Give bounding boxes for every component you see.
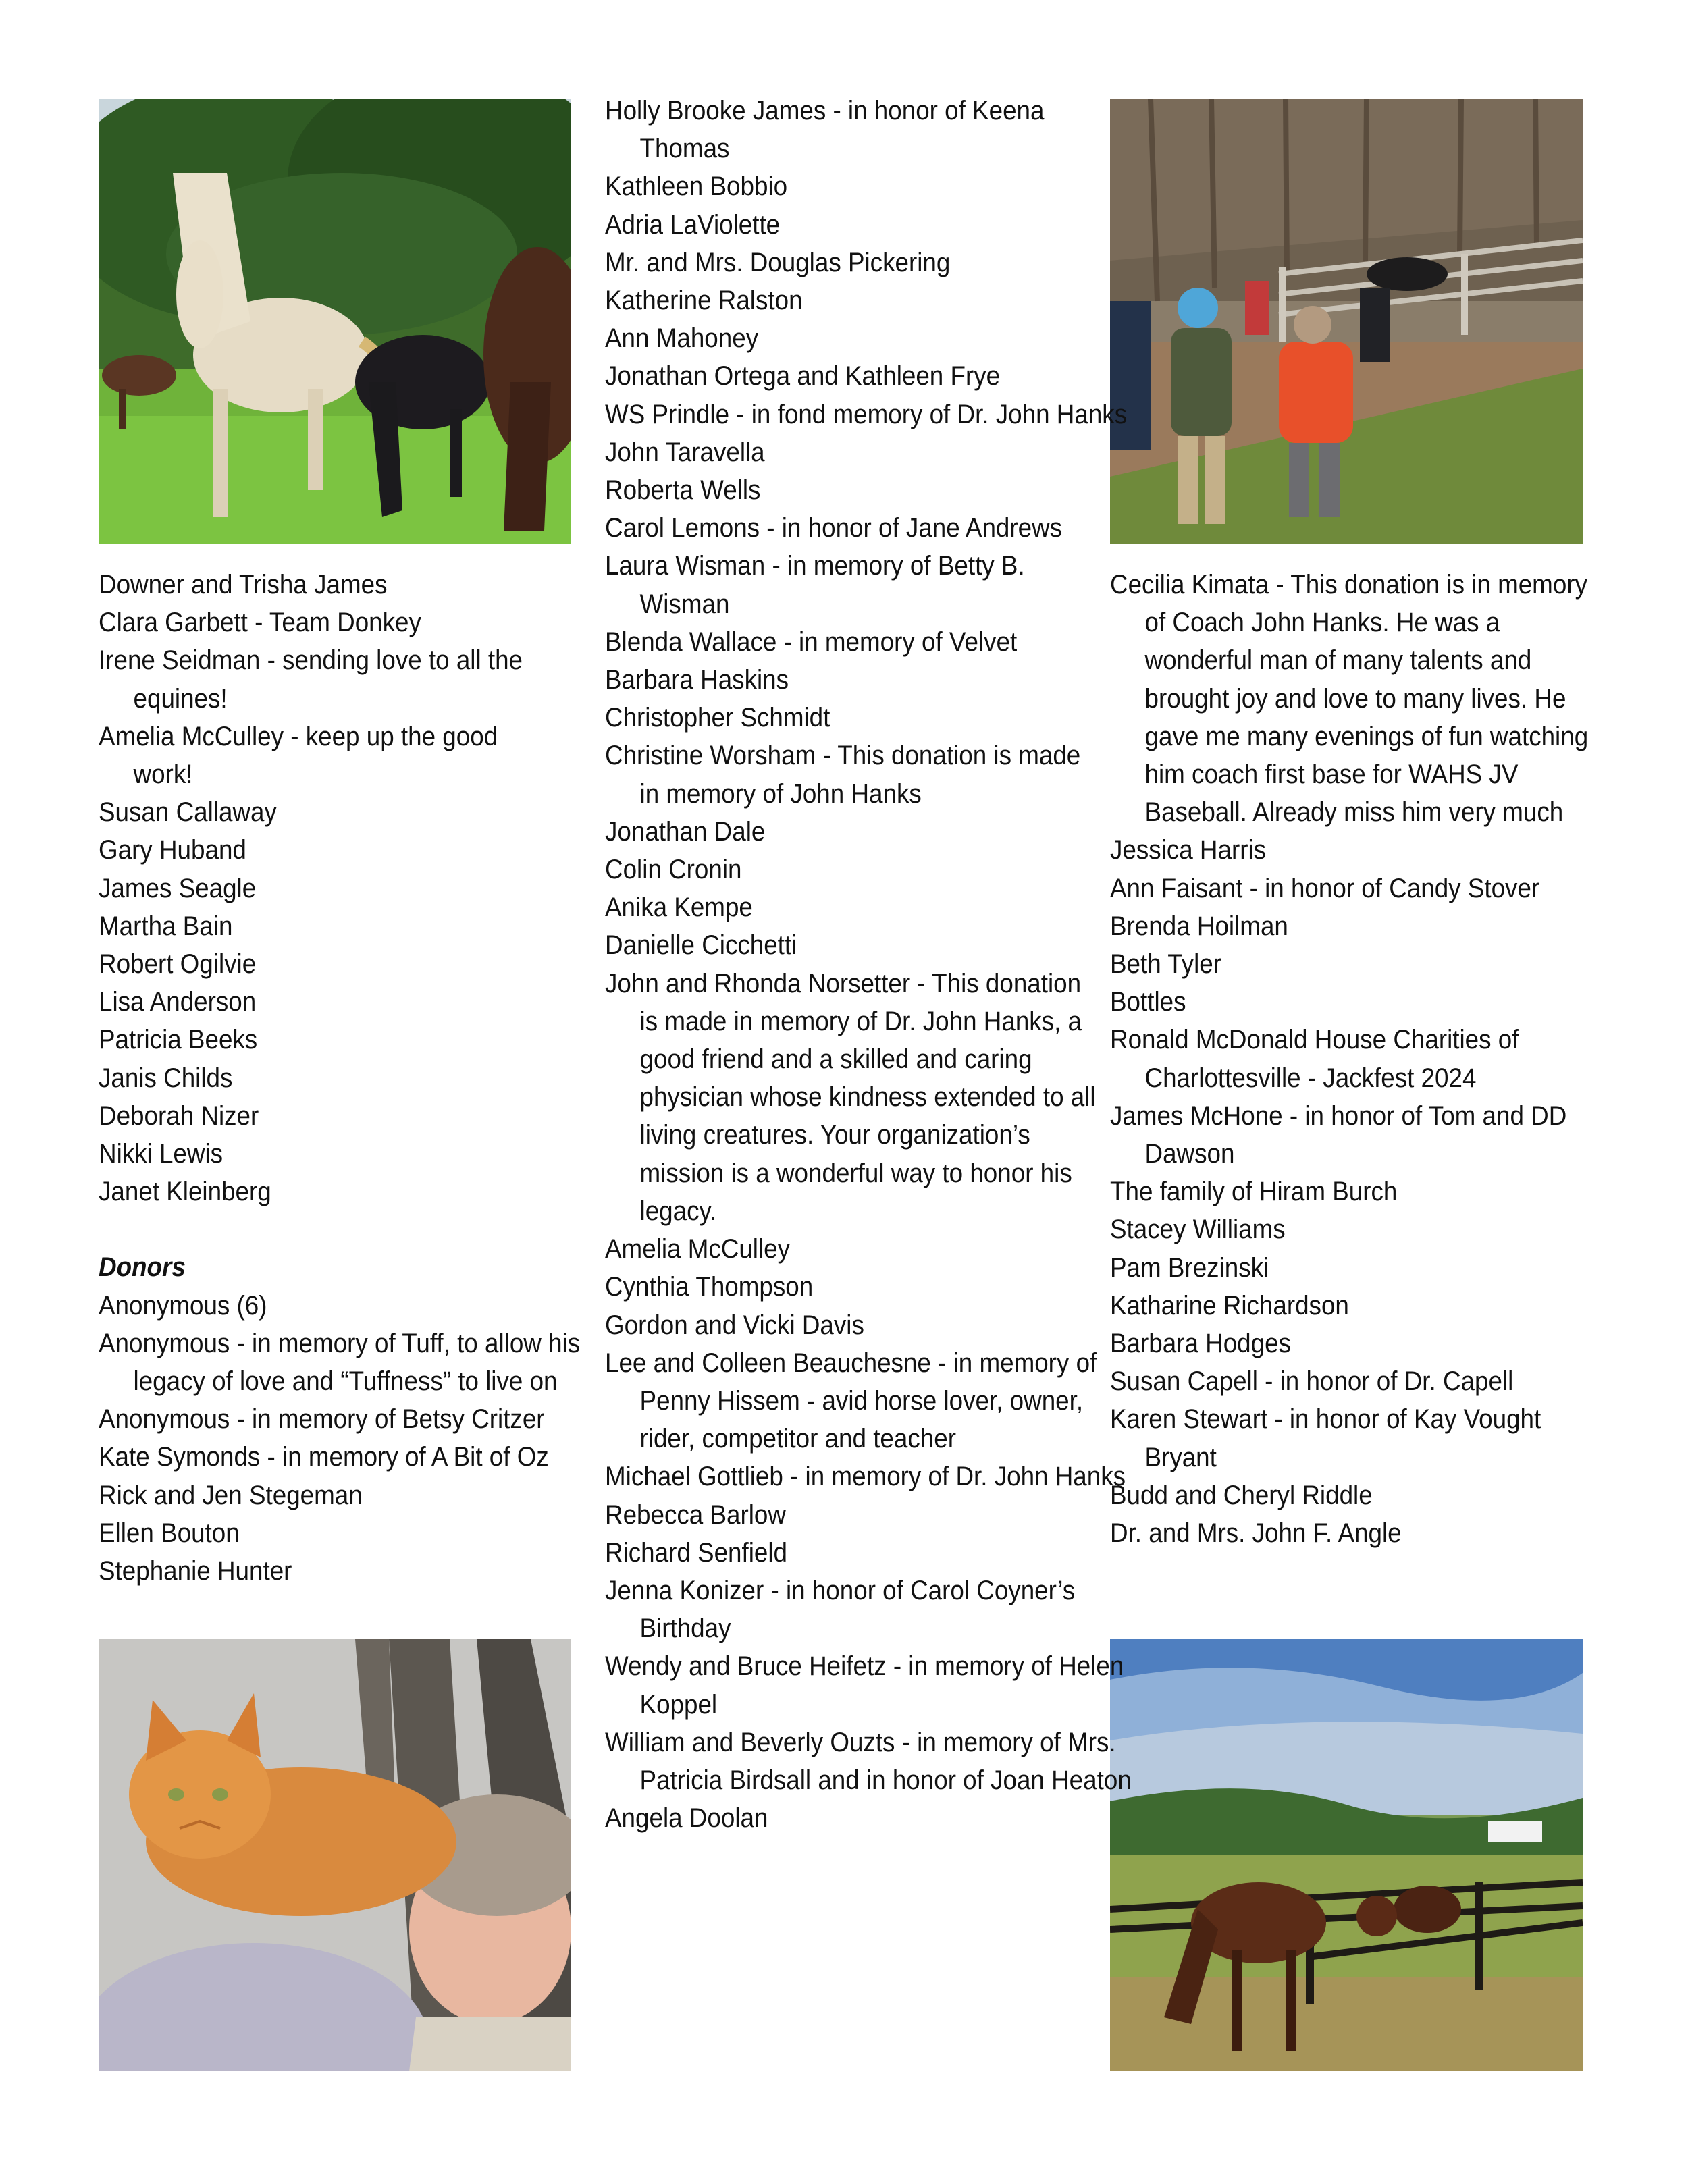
horses-in-pasture-photo (1110, 1639, 1583, 2071)
list-item: Carol Lemons - in honor of Jane Andrews (605, 513, 1063, 543)
list-item: Amelia McCulley - keep up the good work! (99, 721, 498, 790)
list-item: Clara Garbett - Team Donkey (99, 608, 421, 638)
list-item: William and Beverly Ouzts - in memory of Mrs. Patricia Birdsall and in honor of Joan Heaton (605, 1727, 1132, 1795)
list-item: Christopher Schmidt (605, 703, 830, 733)
list-item: Ellen Bouton (99, 1518, 240, 1548)
list-item: Anonymous - in memory of Tuff, to allow his legacy of love and “Tuffness” to live on (99, 1328, 581, 1397)
list-item: Martha Bain (99, 911, 233, 941)
column-right (1110, 566, 1596, 1552)
cat-on-shoulder-photo (99, 1639, 571, 2071)
list-item: Jessica Harris (1110, 835, 1267, 865)
list-item: Cecilia Kimata - This donation is in memory of Coach John Hanks. He was a wonderful man of many talents and brought joy and love to many lives. He gave me many evenings of fun watching him coach first base for WAHS JV Baseball. Already miss him very much (1110, 570, 1589, 828)
list-item: Susan Capell - in honor of Dr. Capell (1110, 1366, 1514, 1397)
list-item: Mr. and Mrs. Douglas Pickering (605, 247, 951, 277)
list-item: Gordon and Vicki Davis (605, 1310, 864, 1340)
donors-heading: Donors (99, 1252, 186, 1283)
list-item: Deborah Nizer (99, 1100, 259, 1131)
list-item: Anonymous - in memory of Betsy Critzer (99, 1404, 545, 1435)
list-item: Laura Wisman - in memory of Betty B. Wisman (605, 551, 1025, 619)
list-item: Janet Kleinberg (99, 1177, 271, 1207)
list-item: Katharine Richardson (1110, 1290, 1349, 1321)
list-item: Kathleen Bobbio (605, 171, 788, 202)
list-item: Holly Brooke James - in honor of Keena Thomas (605, 96, 1045, 164)
list-item: Danielle Cicchetti (605, 930, 797, 961)
list-item: Katherine Ralston (605, 286, 803, 316)
column-left (99, 566, 585, 1590)
list-item: WS Prindle - in fond memory of Dr. John Hanks (605, 399, 1128, 429)
list-item: Jenna Konizer - in honor of Carol Coyner’s Birthday (605, 1575, 1076, 1644)
list-item: Karen Stewart - in honor of Kay Vought Bryant (1110, 1404, 1541, 1472)
list-item: James Seagle (99, 873, 257, 903)
list-item: Christine Worsham - This donation is made in memory of John Hanks (605, 741, 1081, 809)
list-item: Ann Faisant - in honor of Candy Stover (1110, 873, 1540, 903)
list-item: Stephanie Hunter (99, 1556, 292, 1587)
list-item: Amelia McCulley (605, 1234, 791, 1264)
list-item: Blenda Wallace - in memory of Velvet (605, 627, 1018, 657)
list-item: Anika Kempe (605, 893, 753, 923)
list-item: Barbara Haskins (605, 665, 789, 695)
list-item: Colin Cronin (605, 855, 742, 885)
column-middle (605, 92, 1132, 1837)
list-item: Stacey Williams (1110, 1215, 1286, 1245)
list-item: Lee and Colleen Beauchesne - in memory of Penny Hissem - avid horse lover, owner, rider, competitor and teacher (605, 1348, 1097, 1454)
list-item: Roberta Wells (605, 475, 761, 506)
list-item: Barbara Hodges (1110, 1329, 1291, 1359)
list-item: Dr. and Mrs. John F. Angle (1110, 1518, 1402, 1549)
list-item: Jonathan Ortega and Kathleen Frye (605, 361, 1001, 392)
list-item: John and Rhonda Norsetter - This donation is made in memory of Dr. John Hanks, a good friend and a skilled and caring physician whose kindness extended to all living creatures. Your organization’s mission is a wonderful way to honor his legacy. (605, 968, 1096, 1226)
list-item: Rick and Jen Stegeman (99, 1480, 363, 1510)
list-item: Janis Childs (99, 1063, 233, 1093)
list-item: Rebecca Barlow (605, 1499, 786, 1530)
list-item: Budd and Cheryl Riddle (1110, 1480, 1373, 1510)
list-item: Ann Mahoney (605, 323, 759, 354)
people-in-paddock-photo (1110, 99, 1583, 544)
list-item: Pam Brezinski (1110, 1252, 1269, 1283)
list-item: Cynthia Thompson (605, 1272, 814, 1302)
list-item: Richard Senfield (605, 1537, 788, 1568)
list-item: Patricia Beeks (99, 1025, 258, 1055)
list-item: Jonathan Dale (605, 816, 766, 847)
list-item: Gary Huband (99, 835, 246, 865)
list-item: Adria LaViolette (605, 209, 781, 240)
list-item: John Taravella (605, 437, 765, 467)
list-item: James McHone - in honor of Tom and DD Dawson (1110, 1100, 1567, 1169)
list-item: Bottles (1110, 987, 1186, 1017)
list-item: Robert Ogilvie (99, 949, 257, 980)
list-item: The family of Hiram Burch (1110, 1177, 1398, 1207)
list-item: Wendy and Bruce Heifetz - in memory of Helen Koppel (605, 1651, 1124, 1720)
list-item: Ronald McDonald House Charities of Charlottesville - Jackfest 2024 (1110, 1025, 1519, 1093)
list-item: Michael Gottlieb - in memory of Dr. John Hanks (605, 1462, 1126, 1492)
list-item: Anonymous (6) (99, 1290, 267, 1321)
list-item: Lisa Anderson (99, 987, 257, 1017)
list-item: Brenda Hoilman (1110, 911, 1288, 941)
horses-grazing-photo (99, 99, 571, 544)
list-item: Beth Tyler (1110, 949, 1222, 980)
list-item: Irene Seidman - sending love to all the equines! (99, 645, 523, 714)
list-item: Angela Doolan (605, 1803, 768, 1834)
list-item: Downer and Trisha James (99, 570, 388, 600)
list-item: Kate Symonds - in memory of A Bit of Oz (99, 1442, 549, 1472)
list-item: Susan Callaway (99, 797, 277, 828)
list-item: Nikki Lewis (99, 1139, 223, 1169)
